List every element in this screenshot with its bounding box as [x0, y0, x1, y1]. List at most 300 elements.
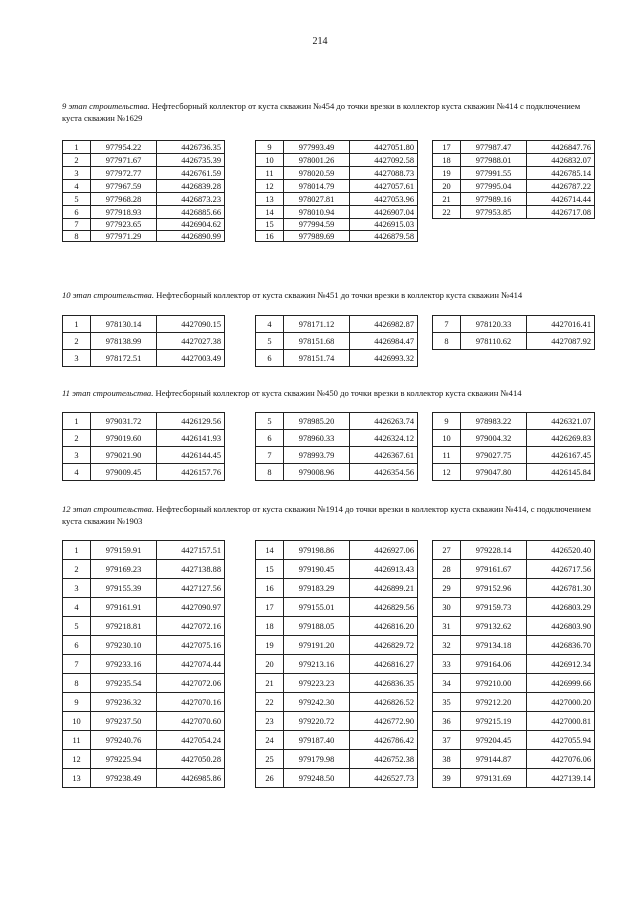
table-row: [63, 464, 225, 481]
coordinates-table: [432, 315, 595, 350]
y-coordinate-cell: 4426913.43: [350, 560, 418, 579]
x-coordinate-cell: 978172.51: [91, 350, 157, 367]
y-coordinate-cell: 4427138.88: [157, 560, 225, 579]
point-number-cell: 10: [433, 430, 461, 447]
x-coordinate-cell: 977967.59: [91, 180, 157, 193]
point-number-cell: 17: [256, 598, 284, 617]
y-coordinate-cell: 4426836.35: [350, 674, 418, 693]
point-number-cell: 11: [63, 731, 91, 750]
coordinates-table: [62, 315, 225, 367]
y-coordinate-cell: 4427016.41: [527, 316, 595, 333]
y-coordinate-cell: 4426993.32: [350, 350, 418, 367]
x-coordinate-cell: 979132.62: [461, 617, 527, 636]
x-coordinate-cell: 979237.50: [91, 712, 157, 731]
x-coordinate-cell: 979155.39: [91, 579, 157, 598]
y-coordinate-cell: 4427127.56: [157, 579, 225, 598]
stage-description: Нефтесборный коллектор от куста скважин №1914 до точки врезки в коллектор куста скважин №414, с подключением куста скважин №1903: [62, 504, 591, 526]
x-coordinate-cell: 977989.16: [461, 193, 527, 206]
y-coordinate-cell: 4427087.92: [527, 333, 595, 350]
x-coordinate-cell: 978151.68: [284, 333, 350, 350]
table-row: [63, 617, 225, 636]
coordinates-table: [432, 540, 595, 788]
y-coordinate-cell: 4427090.97: [157, 598, 225, 617]
x-coordinate-cell: 977993.49: [284, 141, 350, 154]
y-coordinate-cell: 4426772.90: [350, 712, 418, 731]
point-number-cell: 32: [433, 636, 461, 655]
table-row: [433, 193, 595, 206]
point-number-cell: 15: [256, 560, 284, 579]
y-coordinate-cell: 4427157.51: [157, 541, 225, 560]
x-coordinate-cell: 978171.12: [284, 316, 350, 333]
table-row: [433, 154, 595, 167]
y-coordinate-cell: 4426787.22: [527, 180, 595, 193]
table-row: [256, 655, 418, 674]
x-coordinate-cell: 978985.20: [284, 413, 350, 430]
x-coordinate-cell: 977989.69: [284, 231, 350, 242]
table-row: [63, 180, 225, 193]
coordinates-table: [432, 412, 595, 481]
x-coordinate-cell: 979155.01: [284, 598, 350, 617]
x-coordinate-cell: 979235.54: [91, 674, 157, 693]
point-number-cell: 8: [63, 674, 91, 693]
table-row: [256, 464, 418, 481]
table-row: [63, 154, 225, 167]
y-coordinate-cell: 4427054.24: [157, 731, 225, 750]
section-heading: [62, 100, 602, 124]
table-row: [256, 316, 418, 333]
table-row: [63, 598, 225, 617]
x-coordinate-cell: 979218.81: [91, 617, 157, 636]
y-coordinate-cell: 4426873.23: [157, 193, 225, 206]
table-row: [256, 769, 418, 788]
table-row: [433, 769, 595, 788]
point-number-cell: 2: [63, 333, 91, 350]
x-coordinate-cell: 979187.40: [284, 731, 350, 750]
x-coordinate-cell: 977987.47: [461, 141, 527, 154]
point-number-cell: 17: [433, 141, 461, 154]
x-coordinate-cell: 978001.26: [284, 154, 350, 167]
y-coordinate-cell: 4426982.87: [350, 316, 418, 333]
x-coordinate-cell: 979212.20: [461, 693, 527, 712]
y-coordinate-cell: 4427075.16: [157, 636, 225, 655]
table-row: [63, 731, 225, 750]
x-coordinate-cell: 978130.14: [91, 316, 157, 333]
point-number-cell: 38: [433, 750, 461, 769]
point-number-cell: 8: [63, 231, 91, 242]
table-row: [433, 316, 595, 333]
point-number-cell: 2: [63, 430, 91, 447]
table-row: [433, 598, 595, 617]
point-number-cell: 21: [433, 193, 461, 206]
table-row: [256, 750, 418, 769]
x-coordinate-cell: 979159.73: [461, 598, 527, 617]
page-number: 214: [312, 36, 328, 47]
point-number-cell: 35: [433, 693, 461, 712]
point-number-cell: 39: [433, 769, 461, 788]
table-row: [256, 579, 418, 598]
section-heading: [62, 289, 602, 301]
y-coordinate-cell: 4426839.28: [157, 180, 225, 193]
x-coordinate-cell: 977994.59: [284, 219, 350, 231]
y-coordinate-cell: 4427070.16: [157, 693, 225, 712]
point-number-cell: 16: [256, 579, 284, 598]
y-coordinate-cell: 4426781.30: [527, 579, 595, 598]
y-coordinate-cell: 4426527.73: [350, 769, 418, 788]
point-number-cell: 34: [433, 674, 461, 693]
x-coordinate-cell: 978993.79: [284, 447, 350, 464]
x-coordinate-cell: 979031.72: [91, 413, 157, 430]
table-row: [63, 769, 225, 788]
x-coordinate-cell: 979190.45: [284, 560, 350, 579]
point-number-cell: 18: [433, 154, 461, 167]
x-coordinate-cell: 977991.55: [461, 167, 527, 180]
y-coordinate-cell: 4426321.07: [527, 413, 595, 430]
x-coordinate-cell: 979008.96: [284, 464, 350, 481]
point-number-cell: 6: [63, 206, 91, 219]
x-coordinate-cell: 978983.22: [461, 413, 527, 430]
x-coordinate-cell: 979248.50: [284, 769, 350, 788]
point-number-cell: 12: [256, 180, 284, 193]
y-coordinate-cell: 4426167.45: [527, 447, 595, 464]
table-row: [63, 430, 225, 447]
y-coordinate-cell: 4426999.66: [527, 674, 595, 693]
point-number-cell: 14: [256, 541, 284, 560]
section-heading: [62, 387, 602, 399]
coordinates-table: [62, 140, 225, 242]
coordinates-table: [255, 412, 418, 481]
x-coordinate-cell: 979213.16: [284, 655, 350, 674]
point-number-cell: 18: [256, 617, 284, 636]
stage-description: Нефтесборный коллектор от куста скважин №450 до точки врезки в коллектор куста скважин №414: [153, 388, 522, 398]
point-number-cell: 3: [63, 447, 91, 464]
x-coordinate-cell: 979179.98: [284, 750, 350, 769]
table-row: [63, 231, 225, 242]
point-number-cell: 26: [256, 769, 284, 788]
table-row: [433, 712, 595, 731]
point-number-cell: 9: [256, 141, 284, 154]
y-coordinate-cell: 4427072.16: [157, 617, 225, 636]
point-number-cell: 2: [63, 154, 91, 167]
stage-description: Нефтесборный коллектор от куста скважин №454 до точки врезки в коллектор куста скважин №414 с подключением куста скважин №1629: [62, 101, 581, 123]
stage-label: 11 этап строительства.: [62, 388, 154, 398]
y-coordinate-cell: 4427070.60: [157, 712, 225, 731]
y-coordinate-cell: 4427000.81: [527, 712, 595, 731]
y-coordinate-cell: 4426141.93: [157, 430, 225, 447]
table-row: [63, 350, 225, 367]
y-coordinate-cell: 4427000.20: [527, 693, 595, 712]
coordinates-table: [255, 315, 418, 367]
y-coordinate-cell: 4426879.58: [350, 231, 418, 242]
table-row: [256, 413, 418, 430]
table-row: [433, 180, 595, 193]
point-number-cell: 19: [433, 167, 461, 180]
x-coordinate-cell: 979161.91: [91, 598, 157, 617]
y-coordinate-cell: 4426785.14: [527, 167, 595, 180]
x-coordinate-cell: 979161.67: [461, 560, 527, 579]
y-coordinate-cell: 4426829.56: [350, 598, 418, 617]
table-row: [63, 206, 225, 219]
point-number-cell: 27: [433, 541, 461, 560]
table-row: [433, 560, 595, 579]
x-coordinate-cell: 979215.19: [461, 712, 527, 731]
table-row: [433, 636, 595, 655]
table-row: [433, 430, 595, 447]
table-row: [256, 231, 418, 242]
point-number-cell: 22: [433, 206, 461, 219]
table-row: [256, 693, 418, 712]
y-coordinate-cell: 4426816.27: [350, 655, 418, 674]
point-number-cell: 33: [433, 655, 461, 674]
y-coordinate-cell: 4427053.96: [350, 193, 418, 206]
point-number-cell: 36: [433, 712, 461, 731]
stage-label: 9 этап строительства.: [62, 101, 150, 111]
y-coordinate-cell: 4427088.73: [350, 167, 418, 180]
x-coordinate-cell: 979169.23: [91, 560, 157, 579]
stage-label: 10 этап строительства.: [62, 290, 154, 300]
table-row: [63, 219, 225, 231]
y-coordinate-cell: 4426912.34: [527, 655, 595, 674]
y-coordinate-cell: 4426832.07: [527, 154, 595, 167]
point-number-cell: 28: [433, 560, 461, 579]
table-row: [63, 674, 225, 693]
x-coordinate-cell: 977972.77: [91, 167, 157, 180]
x-coordinate-cell: 978960.33: [284, 430, 350, 447]
x-coordinate-cell: 979233.16: [91, 655, 157, 674]
point-number-cell: 16: [256, 231, 284, 242]
x-coordinate-cell: 978138.99: [91, 333, 157, 350]
table-row: [433, 750, 595, 769]
x-coordinate-cell: 977995.04: [461, 180, 527, 193]
table-row: [256, 430, 418, 447]
table-row: [63, 141, 225, 154]
point-number-cell: 23: [256, 712, 284, 731]
table-row: [63, 712, 225, 731]
point-number-cell: 6: [256, 350, 284, 367]
table-row: [63, 750, 225, 769]
coordinates-table: [255, 140, 418, 242]
point-number-cell: 9: [433, 413, 461, 430]
x-coordinate-cell: 978151.74: [284, 350, 350, 367]
y-coordinate-cell: 4427051.80: [350, 141, 418, 154]
y-coordinate-cell: 4426145.84: [527, 464, 595, 481]
x-coordinate-cell: 979144.87: [461, 750, 527, 769]
table-row: [63, 655, 225, 674]
point-number-cell: 21: [256, 674, 284, 693]
table-row: [63, 193, 225, 206]
point-number-cell: 29: [433, 579, 461, 598]
point-number-cell: 2: [63, 560, 91, 579]
x-coordinate-cell: 979021.90: [91, 447, 157, 464]
point-number-cell: 22: [256, 693, 284, 712]
x-coordinate-cell: 979152.96: [461, 579, 527, 598]
stage-description: Нефтесборный коллектор от куста скважин №451 до точки врезки в коллектор куста скважин №414: [153, 290, 523, 300]
y-coordinate-cell: 4426263.74: [350, 413, 418, 430]
y-coordinate-cell: 4426717.08: [527, 206, 595, 219]
y-coordinate-cell: 4426803.29: [527, 598, 595, 617]
table-row: [256, 560, 418, 579]
point-number-cell: 8: [433, 333, 461, 350]
point-number-cell: 20: [256, 655, 284, 674]
table-row: [256, 333, 418, 350]
point-number-cell: 30: [433, 598, 461, 617]
point-number-cell: 5: [63, 617, 91, 636]
x-coordinate-cell: 977971.67: [91, 154, 157, 167]
x-coordinate-cell: 978120.33: [461, 316, 527, 333]
point-number-cell: 24: [256, 731, 284, 750]
table-row: [433, 447, 595, 464]
y-coordinate-cell: 4426761.59: [157, 167, 225, 180]
point-number-cell: 6: [256, 430, 284, 447]
point-number-cell: 25: [256, 750, 284, 769]
y-coordinate-cell: 4426324.12: [350, 430, 418, 447]
y-coordinate-cell: 4427139.14: [527, 769, 595, 788]
y-coordinate-cell: 4426826.52: [350, 693, 418, 712]
y-coordinate-cell: 4426157.76: [157, 464, 225, 481]
table-row: [433, 206, 595, 219]
table-row: [63, 579, 225, 598]
point-number-cell: 20: [433, 180, 461, 193]
y-coordinate-cell: 4427003.49: [157, 350, 225, 367]
point-number-cell: 9: [63, 693, 91, 712]
y-coordinate-cell: 4426984.47: [350, 333, 418, 350]
y-coordinate-cell: 4426354.56: [350, 464, 418, 481]
table-row: [256, 636, 418, 655]
point-number-cell: 4: [63, 180, 91, 193]
x-coordinate-cell: 979004.32: [461, 430, 527, 447]
y-coordinate-cell: 4426899.21: [350, 579, 418, 598]
y-coordinate-cell: 4426927.06: [350, 541, 418, 560]
y-coordinate-cell: 4426847.76: [527, 141, 595, 154]
coordinates-table: [62, 412, 225, 481]
point-number-cell: 7: [63, 219, 91, 231]
y-coordinate-cell: 4426829.72: [350, 636, 418, 655]
table-row: [433, 731, 595, 750]
point-number-cell: 1: [63, 541, 91, 560]
point-number-cell: 4: [63, 598, 91, 617]
coordinates-table: [62, 540, 225, 788]
y-coordinate-cell: 4427050.28: [157, 750, 225, 769]
point-number-cell: 4: [63, 464, 91, 481]
table-row: [63, 447, 225, 464]
point-number-cell: 11: [256, 167, 284, 180]
table-row: [433, 167, 595, 180]
point-number-cell: 31: [433, 617, 461, 636]
y-coordinate-cell: 4426752.38: [350, 750, 418, 769]
x-coordinate-cell: 977988.01: [461, 154, 527, 167]
x-coordinate-cell: 979159.91: [91, 541, 157, 560]
point-number-cell: 3: [63, 167, 91, 180]
y-coordinate-cell: 4427092.58: [350, 154, 418, 167]
y-coordinate-cell: 4426985.86: [157, 769, 225, 788]
point-number-cell: 4: [256, 316, 284, 333]
y-coordinate-cell: 4427076.06: [527, 750, 595, 769]
y-coordinate-cell: 4427027.38: [157, 333, 225, 350]
x-coordinate-cell: 979204.45: [461, 731, 527, 750]
stage-label: 12 этап строительства.: [62, 504, 154, 514]
y-coordinate-cell: 4426803.90: [527, 617, 595, 636]
x-coordinate-cell: 979009.45: [91, 464, 157, 481]
x-coordinate-cell: 977971.29: [91, 231, 157, 242]
coordinates-table: [255, 540, 418, 788]
y-coordinate-cell: 4426786.42: [350, 731, 418, 750]
point-number-cell: 13: [63, 769, 91, 788]
x-coordinate-cell: 977968.28: [91, 193, 157, 206]
y-coordinate-cell: 4426714.44: [527, 193, 595, 206]
table-row: [256, 598, 418, 617]
y-coordinate-cell: 4427072.06: [157, 674, 225, 693]
x-coordinate-cell: 979191.20: [284, 636, 350, 655]
x-coordinate-cell: 979223.23: [284, 674, 350, 693]
y-coordinate-cell: 4427090.15: [157, 316, 225, 333]
point-number-cell: 1: [63, 141, 91, 154]
table-row: [256, 541, 418, 560]
point-number-cell: 6: [63, 636, 91, 655]
x-coordinate-cell: 979134.18: [461, 636, 527, 655]
table-row: [63, 413, 225, 430]
y-coordinate-cell: 4426816.20: [350, 617, 418, 636]
table-row: [256, 154, 418, 167]
x-coordinate-cell: 979238.49: [91, 769, 157, 788]
table-row: [256, 180, 418, 193]
table-row: [433, 141, 595, 154]
x-coordinate-cell: 977918.93: [91, 206, 157, 219]
table-row: [256, 731, 418, 750]
x-coordinate-cell: 979240.76: [91, 731, 157, 750]
table-row: [256, 674, 418, 693]
x-coordinate-cell: 979210.00: [461, 674, 527, 693]
point-number-cell: 12: [433, 464, 461, 481]
point-number-cell: 1: [63, 413, 91, 430]
table-row: [256, 167, 418, 180]
table-row: [63, 541, 225, 560]
point-number-cell: 5: [256, 333, 284, 350]
table-row: [256, 617, 418, 636]
point-number-cell: 14: [256, 206, 284, 219]
y-coordinate-cell: 4426836.70: [527, 636, 595, 655]
x-coordinate-cell: 979019.60: [91, 430, 157, 447]
y-coordinate-cell: 4426885.66: [157, 206, 225, 219]
x-coordinate-cell: 978020.59: [284, 167, 350, 180]
x-coordinate-cell: 979225.94: [91, 750, 157, 769]
point-number-cell: 5: [63, 193, 91, 206]
point-number-cell: 13: [256, 193, 284, 206]
x-coordinate-cell: 979188.05: [284, 617, 350, 636]
table-row: [63, 333, 225, 350]
x-coordinate-cell: 979220.72: [284, 712, 350, 731]
point-number-cell: 10: [63, 712, 91, 731]
x-coordinate-cell: 977923.65: [91, 219, 157, 231]
table-row: [433, 655, 595, 674]
x-coordinate-cell: 979228.14: [461, 541, 527, 560]
point-number-cell: 1: [63, 316, 91, 333]
table-row: [433, 464, 595, 481]
table-row: [63, 560, 225, 579]
x-coordinate-cell: 979027.75: [461, 447, 527, 464]
x-coordinate-cell: 979242.30: [284, 693, 350, 712]
y-coordinate-cell: 4426129.56: [157, 413, 225, 430]
x-coordinate-cell: 979131.69: [461, 769, 527, 788]
table-row: [256, 193, 418, 206]
y-coordinate-cell: 4426520.40: [527, 541, 595, 560]
table-row: [256, 219, 418, 231]
y-coordinate-cell: 4427057.61: [350, 180, 418, 193]
table-row: [433, 333, 595, 350]
y-coordinate-cell: 4426904.62: [157, 219, 225, 231]
section-heading: [62, 503, 602, 527]
table-row: [63, 636, 225, 655]
point-number-cell: 15: [256, 219, 284, 231]
y-coordinate-cell: 4426907.04: [350, 206, 418, 219]
